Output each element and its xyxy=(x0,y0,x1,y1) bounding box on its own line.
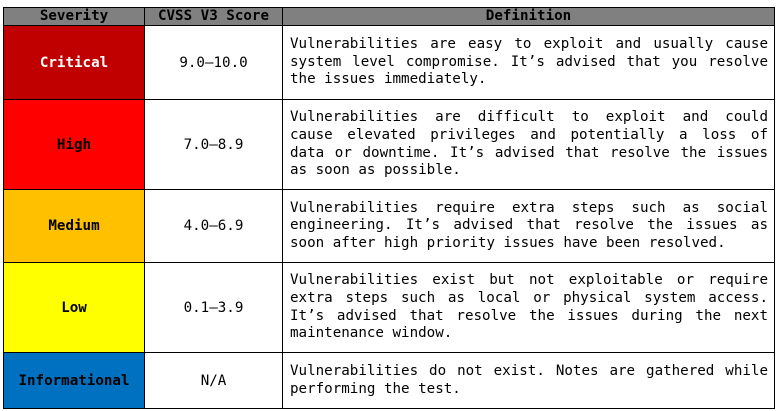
table-header xyxy=(4,8,775,26)
score-cell: 7.0–8.9 xyxy=(145,100,283,190)
table-row xyxy=(4,26,775,100)
severity-cell: Critical xyxy=(4,26,145,100)
score-cell: N/A xyxy=(145,353,283,409)
definition-cell: Vulnerabilities do not exist. Notes are gathered while performing the test. xyxy=(283,353,775,409)
header-cvss-score: CVSS V3 Score xyxy=(145,8,283,26)
definition-cell: Vulnerabilities exist but not exploitable or require extra steps such as local or physical system access. It’s advised that resolve the issues during the next maintenance window. xyxy=(283,263,775,353)
table-row xyxy=(4,263,775,353)
table-row xyxy=(4,353,775,409)
severity-table xyxy=(3,7,775,409)
table-row xyxy=(4,190,775,263)
header-definition: Definition xyxy=(283,8,775,26)
severity-table-container xyxy=(3,7,775,409)
severity-cell: Informational xyxy=(4,353,145,409)
score-cell: 4.0–6.9 xyxy=(145,190,283,263)
definition-cell: Vulnerabilities are easy to exploit and usually cause system level compromise. It’s advised that you resolve the issues immediately. xyxy=(283,26,775,100)
score-cell: 0.1–3.9 xyxy=(145,263,283,353)
definition-cell: Vulnerabilities are difficult to exploit and could cause elevated privileges and potentially a loss of data or downtime. It’s advised that resolve the issues as soon as possible. xyxy=(283,100,775,190)
severity-cell: Medium xyxy=(4,190,145,263)
header-severity: Severity xyxy=(4,8,145,26)
severity-cell: High xyxy=(4,100,145,190)
score-cell: 9.0–10.0 xyxy=(145,26,283,100)
table-row xyxy=(4,100,775,190)
table-body xyxy=(4,26,775,409)
header-row xyxy=(4,8,775,26)
definition-cell: Vulnerabilities require extra steps such as social engineering. It’s advised that resolve the issues as soon after high priority issues have been resolved. xyxy=(283,190,775,263)
severity-cell: Low xyxy=(4,263,145,353)
